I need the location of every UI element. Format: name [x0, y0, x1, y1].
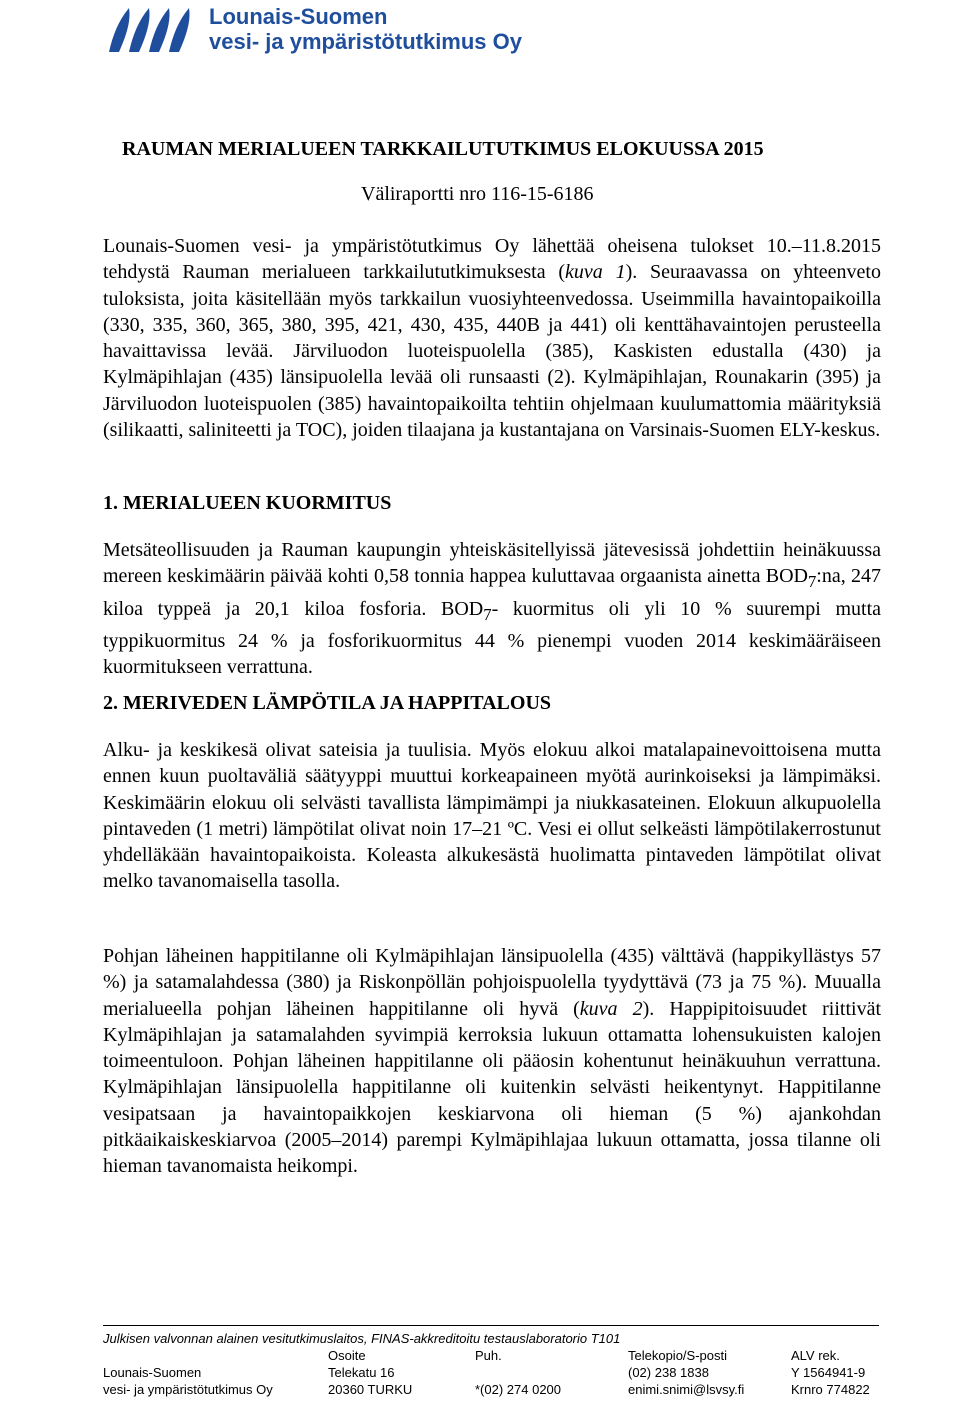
intro-paragraph: Lounais-Suomen vesi- ja ympäristötutkimus Oy lähettää oheisena tulokset 10.–11.8.2015 tehdystä Rauman merialueen tarkkailututkimuksesta (kuva 1). Seuraavassa on yhteenveto tuloksista, joita käsitellään myös tarkkailun vuosiyhteenvedossa. Useimmilla havaintopaikoilla (330, 335, 360, 365, 380, 395, 421, 430, 435, 440B ja 441) oli kenttähavaintojen perusteella havaittavissa levää. Järviluodon luoteispuolella (385), Kaskisten edustalla (430) ja Kylmäpihlajan (435) länsipuolella levää oli runsaasti (2). Kylmäpihlajan, Rounakarin (395) ja Järviluodon luoteispuolen (385) havaintopaikoilta tehtiin ohjelmaan kuulumattomia määrityksiä (silikaatti, saliniteetti ja TOC), joiden tilaajana ja kustantajana on Varsinais-Suomen ELY-keskus. [103, 235, 881, 442]
footer-row: vesi- ja ympäristötutkimus Oy 20360 TURKU *(02) 274 0200 enimi.snimi@lsvsy.fi Krnro 774822 [103, 1382, 870, 1397]
wave-logo-icon [103, 4, 203, 56]
footer-divider [103, 1325, 879, 1326]
logo-line-2: vesi- ja ympäristötutkimus Oy [209, 29, 522, 54]
figure-reference: kuva 1 [565, 261, 626, 284]
accreditation-note: Julkisen valvonnan alainen vesitutkimuslaitos, FINAS-akkreditoitu testauslaboratorio T101 [103, 1331, 621, 1346]
figure-reference: kuva 2 [579, 997, 643, 1020]
section-2-paragraph-2: Pohjan läheinen happitilanne oli Kylmäpihlajan länsipuolella (435) välttävä (happikyllästys 57 %) ja satamalahdessa (380) ja Riskonpöllän pohjoispuolella tyydyttävä (73 ja 75 %). Muualla merialueella pohjan läheinen happitilanne oli hyvä (kuva 2). Happipitoisuudet riittivät Kylmäpihlajan ja satamalahden syvimpiä kerroksia lukuun ottamatta lohensukuisten kalojen toimeentuloon. Pohjan läheinen happitilanne oli pääosin kohentunut heinäkuuhun verrattuna. Kylmäpihlajan länsipuolella happitilanne oli kuitenkin selvästi heikentynyt. Happitilanne vesipatsaan ja havaintopaikkojen keskiarvona oli hieman (5 %) ajankohdan pitkäaikaiskeskiarvoa (2005–2014) parempi Kylmäpihlajaa lukuun ottamatta, jossa tilanne oli hieman tavanomaista heikompi. [103, 945, 882, 1178]
section-1-paragraph: Metsäteollisuuden ja Rauman kaupungin yhteiskäsitellyissä jätevesissä johdettiin heinäkuussa mereen keskimäärin päivää kohti 0,58 tonnia happea kuluttavaa orgaanista ainetta $BOD_7:na$, 247 kiloa typpeä ja 20,1 kiloa fosforia. $BOD_7-$ kuormitus oli yli 10 % suurempi mutta typpikuormitus 24 % ja fosforikuormitus 44 % pienempi vuoden 2014 keskimääräiseen kuormitukseen verrattuna. [103, 539, 881, 679]
section-1-heading: 1. MERIALUEEN KUORMITUS [103, 492, 392, 514]
footer-row: Lounais-Suomen Telekatu 16 (02) 238 1838 Y 1564941-9 [103, 1365, 866, 1380]
section-2-heading: 2. MERIVEDEN LÄMPÖTILA JA HAPPITALOUS [103, 692, 552, 714]
footer-header-row: Osoite Puh. Telekopio/S-posti ALV rek. [328, 1348, 840, 1363]
section-2-paragraph-1: Alku- ja keskikesä olivat sateisia ja tuulisia. Myös elokuu alkoi matalapainevoittoisena mutta ennen kuun puoltaväliä säätyyppi muuttui korkeapaineen myötä aurinkoiseksi ja lämpimäksi. Keskimäärin elokuu oli selvästi tavallista lämpimämpi ja niukkasateinen. Elokuun alkupuolella pintaveden (1 metri) lämpötilat olivat noin 17–21 ºC. Vesi ei ollut selkeästi lämpötilakerrostunut yhdelläkään havaintopaikoista. Koleasta alkukesästä huolimatta pintaveden lämpötilat olivat melko tavanomaisella tasolla. [103, 739, 881, 893]
page-footer [103, 1330, 879, 1398]
logo-line-1: Lounais-Suomen [209, 4, 388, 29]
report-subtitle: Väliraportti nro 116-15-6186 [361, 183, 594, 205]
report-title: RAUMAN MERIALUEEN TARKKAILUTUTKIMUS ELOKUUSSA 2015 [122, 138, 764, 160]
company-logo [103, 4, 523, 56]
